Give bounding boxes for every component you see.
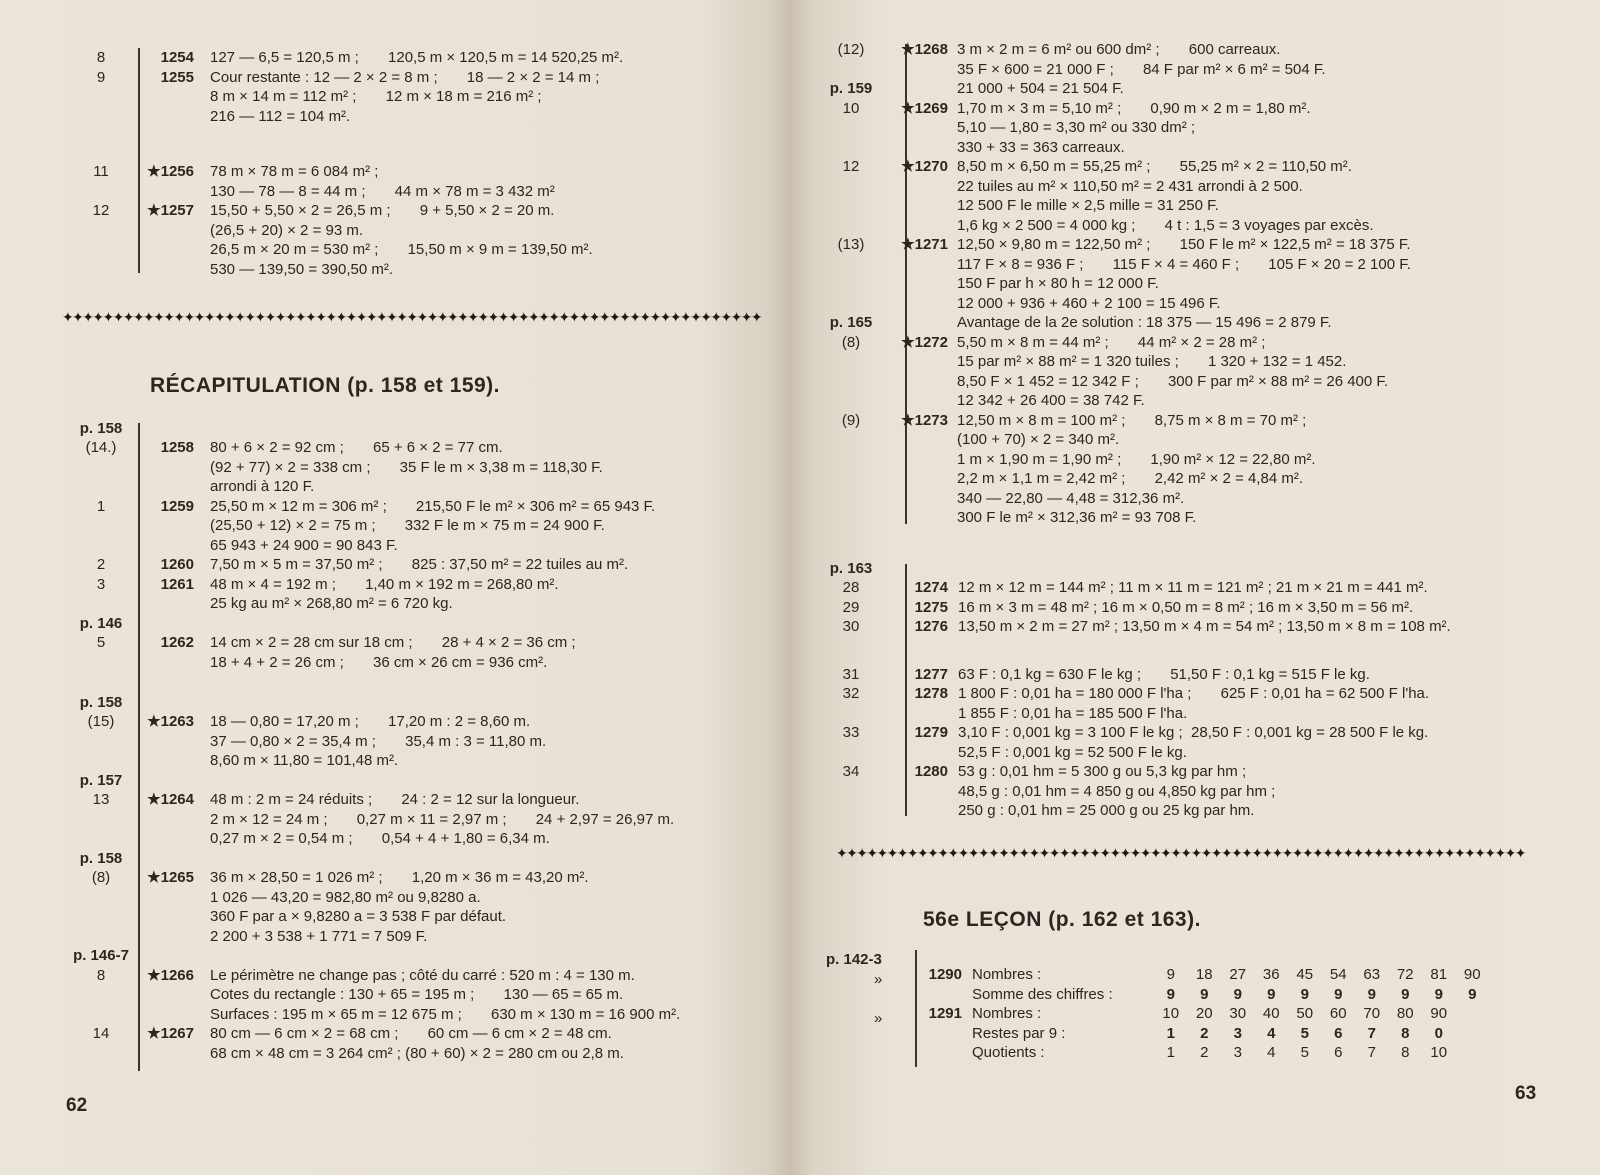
solution-line: 250 g : 0,01 hm = 25 000 g ou 25 kg par hm. — [958, 802, 1255, 819]
lesson-cell — [1456, 1004, 1490, 1024]
solution-line: 68 cm × 48 cm = 3 264 cm² ; (80 + 60) × 2 = 280 cm ou 2,8 m. — [210, 1044, 624, 1062]
left-ornament-divider: ✦✦✦✦✦✦✦✦✦✦✦✦✦✦✦✦✦✦✦✦✦✦✦✦✦✦✦✦✦✦✦✦✦✦✦✦✦✦✦✦✦✦✦✦✦✦✦✦✦✦✦✦✦✦✦✦✦✦✦✦✦✦✦✦✦✦✦✦✦ — [62, 309, 762, 325]
exercise-number: 1254 — [160, 49, 194, 66]
lesson-cell: 8 — [1401, 1044, 1410, 1062]
lesson-cell: 45 — [1296, 966, 1314, 984]
lesson-cell: 3 — [1233, 1044, 1242, 1062]
lesson-heading: 56e LEÇON (p. 162 et 163). — [923, 908, 1201, 931]
problem-ref: 28 — [842, 579, 860, 596]
solution-line: 117 F × 8 = 936 F ; 115 F × 4 = 460 F ; 105 F × 20 = 2 100 F. — [957, 255, 1411, 273]
exercise-number: ★1265 — [147, 869, 194, 886]
solution-line: 12,50 × 9,80 m = 122,50 m² ; 150 F le m² × 122,5 m² = 18 375 F. — [957, 236, 1411, 253]
solution-line: (100 + 70) × 2 = 340 m². — [957, 431, 1120, 448]
page-number-left: 62 — [66, 1095, 88, 1116]
lesson-row-label: Somme des chiffres : — [972, 985, 1113, 1003]
problem-ref: 10 — [842, 99, 860, 117]
page-reference — [820, 235, 882, 255]
solution-line: 16 m × 3 m = 48 m² ; 16 m × 0,50 m = 8 m² ; 16 m × 3,50 m = 56 m². — [958, 598, 1414, 616]
lesson-ditto-2: » — [874, 1010, 883, 1027]
solution-line: 8,60 m × 11,80 = 101,48 m². — [210, 752, 399, 769]
solution-line: 2 m × 12 = 24 m ; 0,27 m × 11 = 2,97 m ; 24 + 2,97 = 26,97 m. — [210, 810, 675, 828]
page-ref-label: p. 158 — [79, 849, 123, 867]
problem-ref: 5 — [96, 634, 106, 651]
exercise-number: 1274 — [914, 579, 948, 596]
solution-line: 65 943 + 24 900 = 90 843 F. — [210, 536, 398, 554]
lesson-cell: 40 — [1262, 1005, 1280, 1023]
problem-ref: 13 — [92, 791, 110, 808]
page-reference — [820, 157, 882, 177]
lesson-cell: 1 — [1166, 1044, 1175, 1062]
lesson-cell: 90 — [1430, 1005, 1448, 1023]
exercise-number: 1275 — [914, 598, 948, 616]
lesson-row-label: Restes par 9 : — [972, 1024, 1066, 1042]
lesson-cell — [1456, 1024, 1490, 1044]
problem-ref: 34 — [842, 763, 860, 780]
solution-line: Le périmètre ne change pas ; côté du carré : 520 m : 4 = 130 m. — [210, 966, 635, 984]
lesson-cell: 9 — [1233, 985, 1242, 1003]
exercise-number: ★1257 — [147, 202, 194, 219]
lesson-cell: 7 — [1367, 1044, 1376, 1062]
page-reference — [70, 614, 132, 653]
recap-heading: RÉCAPITULATION (p. 158 et 159). — [150, 374, 501, 397]
problem-ref: (9) — [841, 411, 861, 429]
problem-ref: 2 — [96, 556, 106, 573]
lesson-number-table — [918, 965, 1489, 1063]
problem-ref: (15) — [87, 713, 115, 730]
solution-line: 12,50 m × 8 m = 100 m² ; 8,75 m × 8 m = 70 m² ; — [957, 411, 1307, 429]
page-reference — [820, 665, 882, 685]
exercise-number: 1255 — [160, 68, 194, 86]
solution-line: 12 m × 12 m = 144 m² ; 11 m × 11 m = 121 m² ; 21 m × 21 m = 441 m². — [958, 579, 1428, 596]
exercise-number: ★1272 — [901, 333, 948, 351]
page-reference — [820, 598, 882, 618]
problem-ref: 33 — [842, 724, 860, 741]
solution-line: 2,2 m × 1,1 m = 2,42 m² ; 2,42 m² × 2 = 4,84 m². — [957, 470, 1303, 487]
solution-line: 52,5 F : 0,001 kg = 52 500 F le kg. — [958, 743, 1187, 761]
exercise-number: 1258 — [160, 439, 194, 456]
solution-line: 0,27 m × 2 = 0,54 m ; 0,54 + 4 + 1,80 = 6,34 m. — [210, 830, 550, 847]
solution-line: 150 F par h × 80 h = 12 000 F. — [957, 275, 1159, 292]
page-ref-label: p. 146 — [79, 614, 123, 632]
lesson-row — [918, 965, 1489, 985]
lesson-cell: 90 — [1463, 966, 1481, 984]
exercise-number: ★1266 — [147, 966, 194, 984]
problem-ref: 12 — [842, 158, 860, 175]
lesson-cell: 9 — [1401, 985, 1410, 1003]
lesson-cell: 2 — [1200, 1024, 1209, 1042]
solution-line: 15 par m² × 88 m² = 1 320 tuiles ; 1 320 + 132 = 1 452. — [957, 353, 1347, 370]
page-reference — [70, 849, 132, 888]
solution-line: 48 m : 2 m = 24 réduits ; 24 : 2 = 12 sur la longueur. — [210, 791, 580, 808]
solution-line: 1,70 m × 3 m = 5,10 m² ; 0,90 m × 2 m = 1,80 m². — [957, 99, 1311, 117]
solution-line: Surfaces : 195 m × 65 m = 12 675 m ; 630 m × 130 m = 16 900 m². — [210, 1005, 681, 1023]
solution-line: 48 m × 4 = 192 m ; 1,40 m × 192 m = 268,80 m². — [210, 575, 559, 593]
problem-ref: 14 — [92, 1025, 110, 1042]
solution-line: 127 — 6,5 = 120,5 m ; 120,5 m × 120,5 m = 14 520,25 m². — [210, 49, 624, 66]
exercise-number: ★1270 — [901, 158, 948, 175]
left-page — [0, 0, 790, 1175]
solution-line: 7,50 m × 5 m = 37,50 m² ; 825 : 37,50 m² = 22 tuiles au m². — [210, 556, 629, 573]
lesson-exercise-number: 1291 — [928, 1005, 962, 1023]
solution-line: 18 — 0,80 = 17,20 m ; 17,20 m : 2 = 8,60 m. — [210, 713, 531, 730]
exercise-number: ★1273 — [901, 411, 948, 429]
page-reference — [820, 313, 882, 352]
right-column-rule-3 — [915, 950, 917, 1067]
lesson-cell: 81 — [1430, 966, 1448, 984]
solution-line: Cotes du rectangle : 130 + 65 = 195 m ; 130 — 65 = 65 m. — [210, 986, 624, 1003]
page-reference — [70, 946, 132, 985]
page-reference — [820, 762, 882, 782]
solution-line: 330 + 33 = 363 carreaux. — [957, 138, 1125, 156]
page-reference — [70, 771, 132, 810]
lesson-cell: 4 — [1267, 1044, 1276, 1062]
problem-ref: 9 — [96, 68, 106, 86]
lesson-cell: 5 — [1300, 1044, 1309, 1062]
lesson-cell: 20 — [1195, 1005, 1213, 1023]
solution-line: 12 500 F le mille × 2,5 mille = 31 250 F. — [957, 197, 1219, 214]
solution-line: 2 200 + 3 538 + 1 771 = 7 509 F. — [210, 927, 428, 945]
solution-line: (25,50 + 12) × 2 = 75 m ; 332 F le m × 75 m = 24 900 F. — [210, 517, 605, 534]
exercise-number: 1259 — [160, 497, 194, 515]
solution-line: 8,50 F × 1 452 = 12 342 F ; 300 F par m² × 88 m² = 26 400 F. — [957, 372, 1389, 390]
solution-line: 35 F × 600 = 21 000 F ; 84 F par m² × 6 m² = 504 F. — [957, 60, 1326, 78]
solution-line: Cour restante : 12 — 2 × 2 = 8 m ; 18 — 2 × 2 = 14 m ; — [210, 68, 600, 86]
lesson-cell: 6 — [1334, 1024, 1343, 1042]
lesson-cell: 50 — [1296, 1005, 1314, 1023]
exercise-number: 1279 — [914, 724, 948, 741]
lesson-cell: 8 — [1401, 1024, 1410, 1042]
solution-line: 14 cm × 2 = 28 cm sur 18 cm ; 28 + 4 × 2 = 36 cm ; — [210, 634, 576, 651]
page-ref-label: p. 163 — [829, 559, 873, 577]
page-reference — [70, 48, 132, 68]
lesson-exercise-number — [918, 1043, 972, 1063]
solution-line: 1 026 — 43,20 = 982,80 m² ou 9,8280 a. — [210, 888, 481, 906]
lesson-cell: 9 — [1267, 985, 1276, 1003]
solution-line: 12 342 + 26 400 = 38 742 F. — [957, 392, 1145, 409]
lesson-cell: 9 — [1468, 985, 1477, 1003]
solution-line: 15,50 + 5,50 × 2 = 26,5 m ; 9 + 5,50 × 2 = 20 m. — [210, 202, 555, 219]
exercise-number: 1278 — [914, 685, 948, 702]
lesson-cell: 72 — [1396, 966, 1414, 984]
solution-line: Avantage de la 2e solution : 18 375 — 15 496 = 2 879 F. — [957, 314, 1332, 331]
solution-line: 300 F le m² × 312,36 m² = 93 708 F. — [957, 509, 1197, 526]
problem-ref: (13) — [837, 236, 865, 253]
lesson-cell: 9 — [1334, 985, 1343, 1003]
lesson-row — [918, 985, 1489, 1005]
lesson-cell: 3 — [1233, 1024, 1242, 1042]
lesson-cell: 2 — [1200, 1044, 1209, 1062]
lesson-cell: 9 — [1300, 985, 1309, 1003]
problem-ref: (14.) — [85, 439, 117, 456]
problem-ref: (12) — [837, 41, 865, 58]
exercise-number: ★1264 — [147, 791, 194, 808]
lesson-cell: 9 — [1434, 985, 1443, 1003]
problem-ref: 30 — [842, 618, 860, 635]
lesson-cell: 9 — [1166, 966, 1175, 984]
solution-line: 1 855 F : 0,01 ha = 185 500 F l'ha. — [958, 704, 1188, 722]
solution-line: 18 + 4 + 2 = 26 cm ; 36 cm × 26 cm = 936 cm². — [210, 653, 548, 671]
problem-ref: 11 — [93, 163, 109, 180]
lesson-cell: 6 — [1334, 1044, 1343, 1062]
exercise-number: ★1263 — [147, 713, 194, 730]
solution-line: 216 — 112 = 104 m². — [210, 107, 351, 125]
problem-ref: 3 — [96, 575, 106, 593]
exercise-number: 1261 — [160, 575, 194, 593]
right-page — [790, 0, 1600, 1175]
lesson-cell: 54 — [1329, 966, 1347, 984]
lesson-cell: 10 — [1430, 1044, 1448, 1062]
solution-line: 37 — 0,80 × 2 = 35,4 m ; 35,4 m : 3 = 11,80 m. — [210, 732, 547, 750]
solution-line: 360 F par a × 9,8280 a = 3 538 F par défaut. — [210, 908, 507, 925]
problem-ref: 8 — [96, 966, 106, 984]
exercise-number: 1280 — [914, 763, 948, 780]
solution-line: 63 F : 0,1 kg = 630 F le kg ; 51,50 F : 0,1 kg = 515 F le kg. — [958, 665, 1370, 683]
solution-line: 25 kg au m² × 268,80 m² = 6 720 kg. — [210, 595, 453, 612]
lesson-page-ref: p. 142-3 — [826, 951, 882, 968]
solution-line: 13,50 m × 2 m = 27 m² ; 13,50 m × 4 m = 54 m² ; 13,50 m × 8 m = 108 m². — [958, 618, 1451, 635]
lesson-cell: 70 — [1363, 1005, 1381, 1023]
lesson-row-label: Quotients : — [972, 1044, 1045, 1062]
exercise-number: 1277 — [914, 665, 948, 683]
exercise-number: ★1267 — [147, 1025, 194, 1042]
solution-line: 8,50 m × 6,50 m = 55,25 m² ; 55,25 m² × 2 = 110,50 m². — [957, 158, 1352, 175]
page-reference — [70, 201, 132, 221]
solution-line: 530 — 139,50 = 390,50 m². — [210, 260, 394, 278]
solution-line: 130 — 78 — 8 = 44 m ; 44 m × 78 m = 3 432 m² — [210, 182, 555, 200]
lesson-cell: 30 — [1229, 1005, 1247, 1023]
solution-line: 78 m × 78 m = 6 084 m² ; — [210, 163, 379, 180]
problem-ref: 12 — [92, 202, 110, 219]
lesson-cell: 36 — [1262, 966, 1280, 984]
page-reference — [820, 79, 882, 118]
lesson-cell: 1 — [1166, 1024, 1175, 1042]
solution-line: (26,5 + 20) × 2 = 93 m. — [210, 221, 364, 239]
page-reference — [70, 419, 132, 458]
page-reference — [70, 68, 132, 88]
page-ref-label: p. 159 — [829, 80, 873, 97]
page-ref-label: p. 146-7 — [73, 947, 129, 964]
lesson-row — [918, 1043, 1489, 1063]
lesson-exercise-number: 1290 — [928, 966, 962, 984]
page-number-right: 63 — [1515, 1083, 1537, 1104]
lesson-cell — [1456, 1043, 1490, 1063]
lesson-cell: 18 — [1195, 966, 1213, 984]
solution-line: (92 + 77) × 2 = 338 cm ; 35 F le m × 3,38 m = 118,30 F. — [210, 458, 603, 476]
page-ref-label: p. 158 — [79, 693, 123, 711]
exercise-number: 1262 — [160, 634, 194, 651]
solution-line: 1 m × 1,90 m = 1,90 m² ; 1,90 m² × 12 = 22,80 m². — [957, 450, 1316, 468]
lesson-exercise-number — [918, 985, 972, 1005]
lesson-cell: 10 — [1162, 1005, 1180, 1023]
page-reference — [820, 684, 882, 704]
problem-ref: 1 — [96, 497, 106, 515]
exercise-number: ★1268 — [901, 41, 948, 58]
page-reference — [70, 555, 132, 575]
solution-line: 340 — 22,80 — 4,48 = 312,36 m². — [957, 489, 1185, 507]
lesson-cell: 4 — [1267, 1024, 1276, 1042]
lesson-cell: 9 — [1200, 985, 1209, 1003]
page-ref-label: p. 157 — [79, 771, 123, 789]
solution-line: 5,50 m × 8 m = 44 m² ; 44 m² × 2 = 28 m² ; — [957, 333, 1266, 351]
solution-line: 48,5 g : 0,01 hm = 4 850 g ou 4,850 kg par hm ; — [958, 782, 1276, 800]
lesson-exercise-number — [918, 1024, 972, 1044]
lesson-cell: 60 — [1329, 1005, 1347, 1023]
page-reference — [70, 497, 132, 517]
solution-line: 1,6 kg × 2 500 = 4 000 kg ; 4 t : 1,5 = 3 voyages par excès. — [957, 216, 1374, 234]
solution-line: 25,50 m × 12 m = 306 m² ; 215,50 F le m² × 306 m² = 65 943 F. — [210, 497, 656, 515]
solution-line: 5,10 — 1,80 = 3,30 m² ou 330 dm² ; — [957, 119, 1196, 136]
lesson-cell: 80 — [1396, 1005, 1414, 1023]
exercise-number: ★1256 — [147, 163, 194, 180]
solution-line: 53 g : 0,01 hm = 5 300 g ou 5,3 kg par hm ; — [958, 763, 1247, 780]
solution-line: arrondi à 120 F. — [210, 478, 315, 495]
solution-line: 22 tuiles au m² × 110,50 m² = 2 431 arrondi à 2 500. — [957, 177, 1303, 195]
solution-line: 3,10 F : 0,001 kg = 3 100 F le kg ; 28,50 F : 0,001 kg = 28 500 F le kg. — [958, 724, 1429, 741]
problem-ref: 32 — [842, 685, 860, 702]
page-reference — [70, 693, 132, 732]
problem-ref: (8) — [91, 869, 111, 886]
page-reference — [70, 575, 132, 595]
solution-line: 21 000 + 504 = 21 504 F. — [957, 80, 1124, 97]
lesson-cell: 5 — [1300, 1024, 1309, 1042]
page-reference — [820, 411, 882, 431]
solution-line: 3 m × 2 m = 6 m² ou 600 dm² ; 600 carreaux. — [957, 41, 1281, 58]
solution-line: 1 800 F : 0,01 ha = 180 000 F l'ha ; 625 F : 0,01 ha = 62 500 F l'ha. — [958, 685, 1430, 702]
lesson-ditto-1: » — [874, 971, 883, 988]
solution-line: 12 000 + 936 + 460 + 2 100 = 15 496 F. — [957, 294, 1221, 312]
solution-line: 80 + 6 × 2 = 92 cm ; 65 + 6 × 2 = 77 cm. — [210, 439, 503, 456]
lesson-row — [918, 1004, 1489, 1024]
lesson-row-label: Nombres : — [972, 1005, 1042, 1023]
page-reference — [70, 162, 132, 182]
page-reference — [820, 559, 882, 598]
solution-line: 36 m × 28,50 = 1 026 m² ; 1,20 m × 36 m = 43,20 m². — [210, 869, 589, 886]
page-reference — [70, 1024, 132, 1044]
problem-ref: 29 — [842, 598, 860, 616]
lesson-cell: 9 — [1367, 985, 1376, 1003]
page-ref-label: p. 158 — [79, 419, 123, 437]
lesson-row — [918, 1024, 1489, 1044]
lesson-cell: 0 — [1434, 1024, 1443, 1042]
lesson-row-label: Nombres : — [972, 966, 1042, 984]
exercise-number: 1276 — [914, 618, 948, 635]
right-ornament-divider: ✦✦✦✦✦✦✦✦✦✦✦✦✦✦✦✦✦✦✦✦✦✦✦✦✦✦✦✦✦✦✦✦✦✦✦✦✦✦✦✦✦✦✦✦✦✦✦✦✦✦✦✦✦✦✦✦✦✦✦✦✦✦✦✦✦✦✦✦ — [836, 845, 1525, 861]
problem-ref: 8 — [96, 49, 106, 66]
lesson-cell: 63 — [1363, 966, 1381, 984]
page-reference — [820, 617, 882, 637]
page-ref-label: p. 165 — [829, 314, 873, 331]
page-reference — [820, 40, 882, 60]
problem-ref: 31 — [842, 665, 860, 683]
solution-line: 8 m × 14 m = 112 m² ; 12 m × 18 m = 216 m² ; — [210, 88, 542, 105]
problem-ref: (8) — [841, 333, 861, 351]
exercise-number: ★1269 — [901, 99, 948, 117]
page-reference — [820, 723, 882, 743]
solution-line: 80 cm — 6 cm × 2 = 68 cm ; 60 cm — 6 cm × 2 = 48 cm. — [210, 1025, 612, 1042]
exercise-number: 1260 — [160, 556, 194, 573]
exercise-number: ★1271 — [901, 236, 948, 253]
lesson-cell: 7 — [1367, 1024, 1376, 1042]
solution-line: 26,5 m × 20 m = 530 m² ; 15,50 m × 9 m = 139,50 m². — [210, 241, 593, 258]
lesson-cell: 9 — [1166, 985, 1175, 1003]
lesson-cell: 27 — [1229, 966, 1247, 984]
